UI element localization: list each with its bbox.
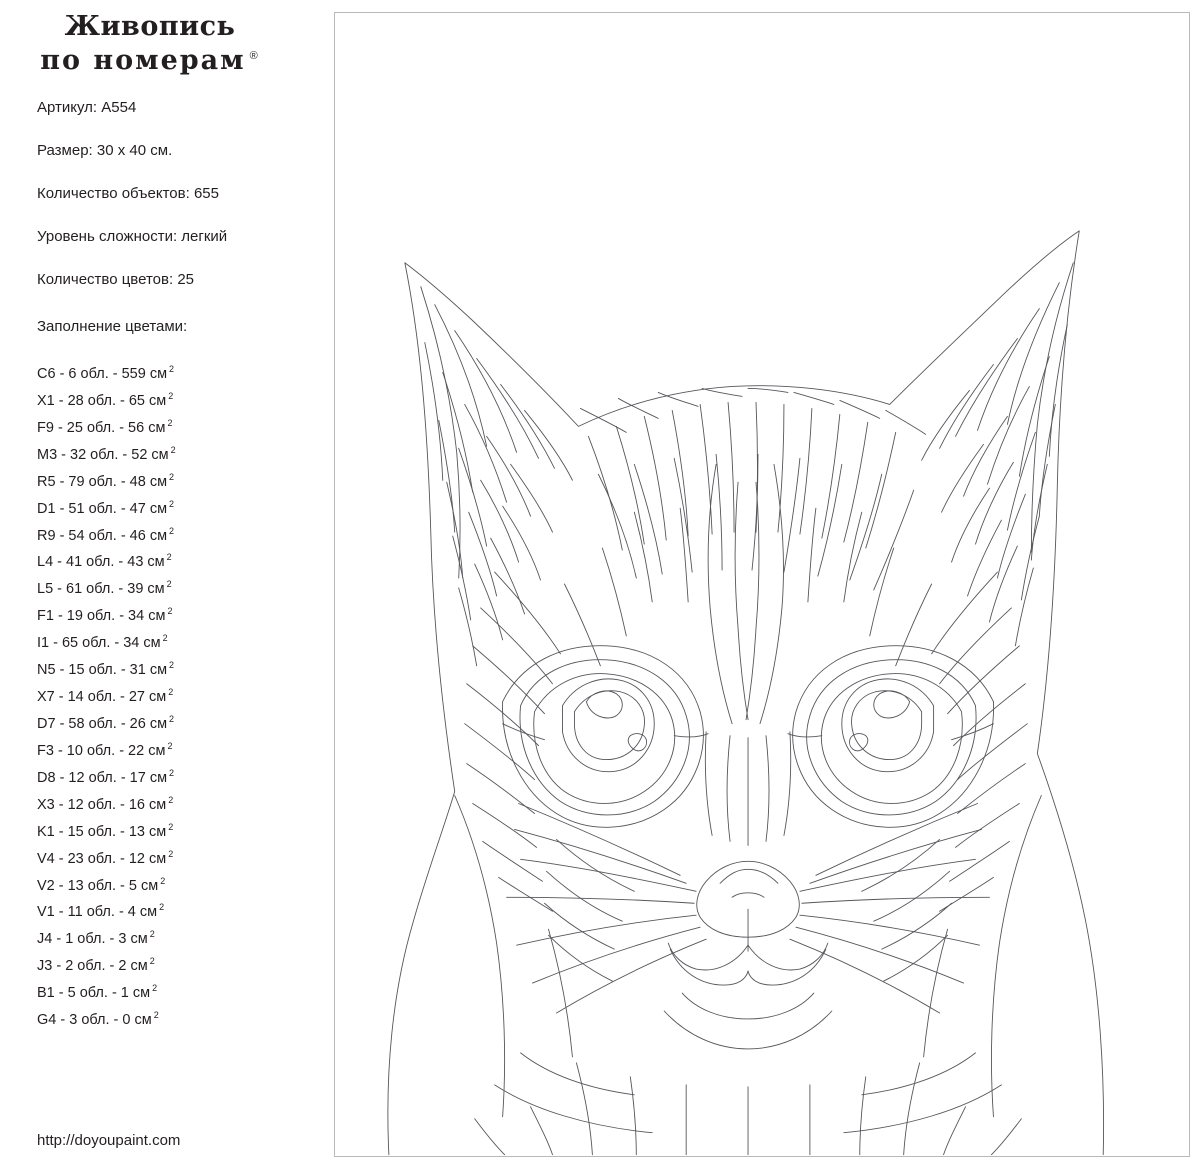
meta-label-size: Размер: [37,142,93,159]
color-list-item: F1 - 19 обл. - 34 см $^2$ [37,606,173,625]
color-list-item: M3 - 32 обл. - 52 см $^2$ [37,444,176,463]
color-list [37,358,307,1031]
meta-row-colors-count [37,272,317,287]
color-list-item: D1 - 51 обл. - 47 см $^2$ [37,498,175,517]
color-list-item: F3 - 10 обл. - 22 см $^2$ [37,740,173,759]
product-meta [37,100,317,315]
artwork-canvas [334,12,1190,1157]
color-list-item: X1 - 28 обл. - 65 см $^2$ [37,390,174,409]
meta-label-colors-count: Количество цветов: [37,271,174,288]
color-list-item: C6 - 6 обл. - 559 см $^2$ [37,364,175,382]
color-list-item: K1 - 15 обл. - 13 см $^2$ [37,821,174,840]
brand-line-1: Живопись [64,11,236,42]
registered-mark: ® [249,49,260,62]
meta-value-colors-count: 25 [177,271,194,288]
cat-outline-illustration [335,13,1189,1156]
color-list-item: I1 - 65 обл. - 34 см $^2$ [37,633,168,652]
color-list-item: L4 - 41 обл. - 43 см $^2$ [37,552,172,571]
color-list-item: F9 - 25 обл. - 56 см $^2$ [37,417,173,436]
color-list-item: V2 - 13 обл. - 5 см $^2$ [37,875,166,894]
meta-label-difficulty: Уровень сложности: [37,228,178,245]
color-list-item: X3 - 12 обл. - 16 см $^2$ [37,794,174,813]
color-list-item: D8 - 12 обл. - 17 см $^2$ [37,767,175,786]
meta-value-article: A554 [101,99,137,116]
color-list-item: V1 - 11 обл. - 4 см $^2$ [37,902,165,921]
info-sidebar [0,0,330,1169]
color-list-item: R9 - 54 обл. - 46 см $^2$ [37,525,175,544]
meta-label-article: Артикул: [37,99,98,116]
meta-row-size [37,143,317,158]
color-list-item: X7 - 14 обл. - 27 см $^2$ [37,687,174,705]
meta-row-article [37,100,317,115]
color-list-item: N5 - 15 обл. - 31 см $^2$ [37,660,175,678]
meta-row-difficulty [37,229,317,244]
brand-line-2: по номерам ® [40,44,260,76]
meta-value-difficulty: легкий [181,228,228,245]
meta-label-objects: Количество объектов: [37,185,190,202]
color-list-item: V4 - 23 обл. - 12 см $^2$ [37,848,174,867]
meta-value-size: 30 x 40 см. [96,142,173,159]
brand-logo [0,10,300,78]
color-list-item: R5 - 79 обл. - 48 см $^2$ [37,471,175,490]
color-list-item: J4 - 1 обл. - 3 см $^2$ [37,929,155,948]
color-list-item: G4 - 3 обл. - 0 см $^2$ [37,1010,159,1028]
website-link[interactable]: http://doyoupaint.com [37,1132,181,1149]
color-fill-title: Заполнение цветами: [37,318,188,335]
color-list-item: D7 - 58 обл. - 26 см $^2$ [37,713,175,732]
color-list-item: B1 - 5 обл. - 1 см $^2$ [37,983,158,1002]
color-list-item: L5 - 61 обл. - 39 см $^2$ [37,579,172,598]
meta-row-objects [37,186,317,201]
meta-value-objects: 655 [193,185,219,202]
color-list-item: J3 - 2 обл. - 2 см $^2$ [37,956,155,975]
